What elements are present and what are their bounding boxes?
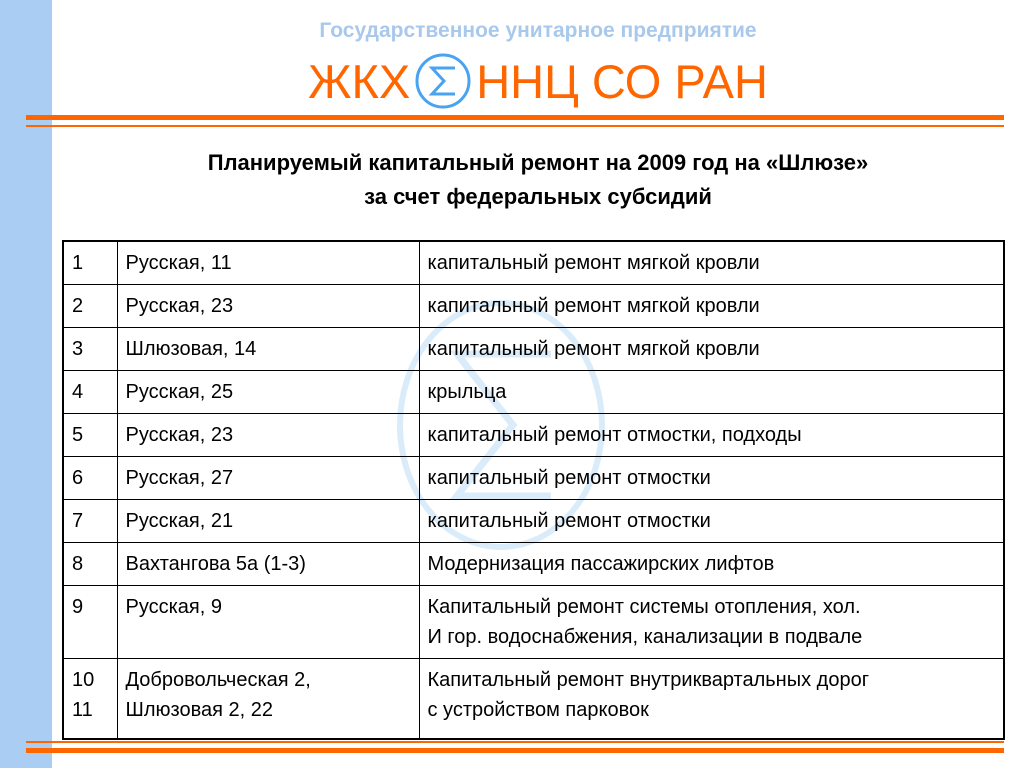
work-description-text: капитальный ремонт мягкой кровли xyxy=(427,252,760,274)
row-number-text: 1 xyxy=(72,252,84,274)
work-description-cell xyxy=(419,659,1004,739)
row-number-text: 5 xyxy=(72,424,84,446)
address-cell xyxy=(117,414,419,457)
row-number-cell xyxy=(63,659,117,739)
work-description-text: капитальный ремонт мягкой кровли xyxy=(427,338,760,360)
address-cell xyxy=(117,371,419,414)
table-row xyxy=(63,414,1004,457)
table-row xyxy=(63,586,1004,659)
row-number-cell xyxy=(63,586,117,659)
table-row xyxy=(63,500,1004,543)
row-number-cell xyxy=(63,543,117,586)
row-number-text: 2 xyxy=(72,295,84,317)
work-description-text: капитальный ремонт отмостки xyxy=(427,510,711,532)
title-line-1: Планируемый капитальный ремонт на 2009 год на «Шлюзе» xyxy=(207,150,869,175)
address-text: Русская, 25 xyxy=(125,381,234,403)
address-cell xyxy=(117,457,419,500)
table-row xyxy=(63,371,1004,414)
row-number-text: 8 xyxy=(72,553,84,575)
work-description-text: капитальный ремонт отмостки, подходы xyxy=(427,424,802,446)
work-description-cell xyxy=(419,586,1004,659)
work-description-cell xyxy=(419,414,1004,457)
work-description-text: капитальный ремонт отмостки xyxy=(427,467,711,489)
address-text: Русская, 21 xyxy=(125,510,234,532)
row-number-text: 4 xyxy=(72,381,84,403)
repairs-table xyxy=(62,240,1005,740)
row-number-text: 10 xyxy=(72,669,95,691)
address-text: Русская, 11 xyxy=(125,252,232,274)
table-row xyxy=(63,543,1004,586)
table-row xyxy=(63,241,1004,285)
row-number-cell xyxy=(63,414,117,457)
work-description-cell xyxy=(419,371,1004,414)
address-text: Добровольческая 2, xyxy=(125,669,311,691)
header-divider-thin xyxy=(26,125,1004,127)
row-number-cell xyxy=(63,285,117,328)
address-cell xyxy=(117,543,419,586)
address-cell xyxy=(117,586,419,659)
address-cell xyxy=(117,241,419,285)
row-number-cell xyxy=(63,328,117,371)
address-cell xyxy=(117,500,419,543)
table-row xyxy=(63,457,1004,500)
row-number-text: 7 xyxy=(72,510,84,532)
work-description-text: Капитальный ремонт внутриквартальных дорог xyxy=(427,669,869,691)
work-description-text: Модернизация пассажирских лифтов xyxy=(427,553,775,575)
row-number-text: 6 xyxy=(72,467,84,489)
work-description-text: крыльца xyxy=(427,381,507,403)
address-cell xyxy=(117,328,419,371)
work-description-cell xyxy=(419,457,1004,500)
address-text: Вахтангова 5а (1-3) xyxy=(125,553,306,575)
table-row xyxy=(63,285,1004,328)
work-description-cell xyxy=(419,285,1004,328)
work-description-text: с устройством парковок xyxy=(427,699,649,721)
brand-left: ЖКХ xyxy=(308,54,411,108)
work-description-text: И гор. водоснабжения, канализации в подвале xyxy=(427,626,863,648)
row-number-text: 11 xyxy=(72,699,93,721)
address-text: Шлюзовая 2, 22 xyxy=(125,699,273,721)
row-number-cell xyxy=(63,457,117,500)
work-description-text: Капитальный ремонт системы отопления, хол. xyxy=(427,596,861,618)
brand-right: ННЦ СО РАН xyxy=(476,54,768,108)
row-number-text: 3 xyxy=(72,338,84,360)
address-text: Русская, 23 xyxy=(125,295,234,317)
sigma-logo-icon xyxy=(414,52,472,110)
work-description-text: капитальный ремонт мягкой кровли xyxy=(427,295,760,317)
brand-header xyxy=(52,50,1024,112)
address-text: Русская, 9 xyxy=(125,596,222,618)
work-description-cell xyxy=(419,241,1004,285)
work-description-cell xyxy=(419,500,1004,543)
title-line-2: за счет федеральных субсидий xyxy=(364,184,712,209)
row-number-text: 9 xyxy=(72,596,84,618)
footer-divider-bottom xyxy=(26,748,1004,753)
work-description-cell xyxy=(419,328,1004,371)
row-number-cell xyxy=(63,241,117,285)
address-text: Шлюзовая, 14 xyxy=(125,338,257,360)
table-row xyxy=(63,328,1004,371)
work-description-cell xyxy=(419,543,1004,586)
table-row xyxy=(63,659,1004,739)
address-cell xyxy=(117,659,419,739)
page-title xyxy=(52,146,1024,214)
row-number-cell xyxy=(63,371,117,414)
org-subtitle: Государственное унитарное предприятие xyxy=(319,19,757,42)
header-divider-top xyxy=(26,115,1004,120)
footer-divider-thin xyxy=(26,741,1004,743)
address-text: Русская, 23 xyxy=(125,424,234,446)
row-number-cell xyxy=(63,500,117,543)
address-text: Русская, 27 xyxy=(125,467,234,489)
address-cell xyxy=(117,285,419,328)
repairs-table-body xyxy=(63,241,1004,739)
